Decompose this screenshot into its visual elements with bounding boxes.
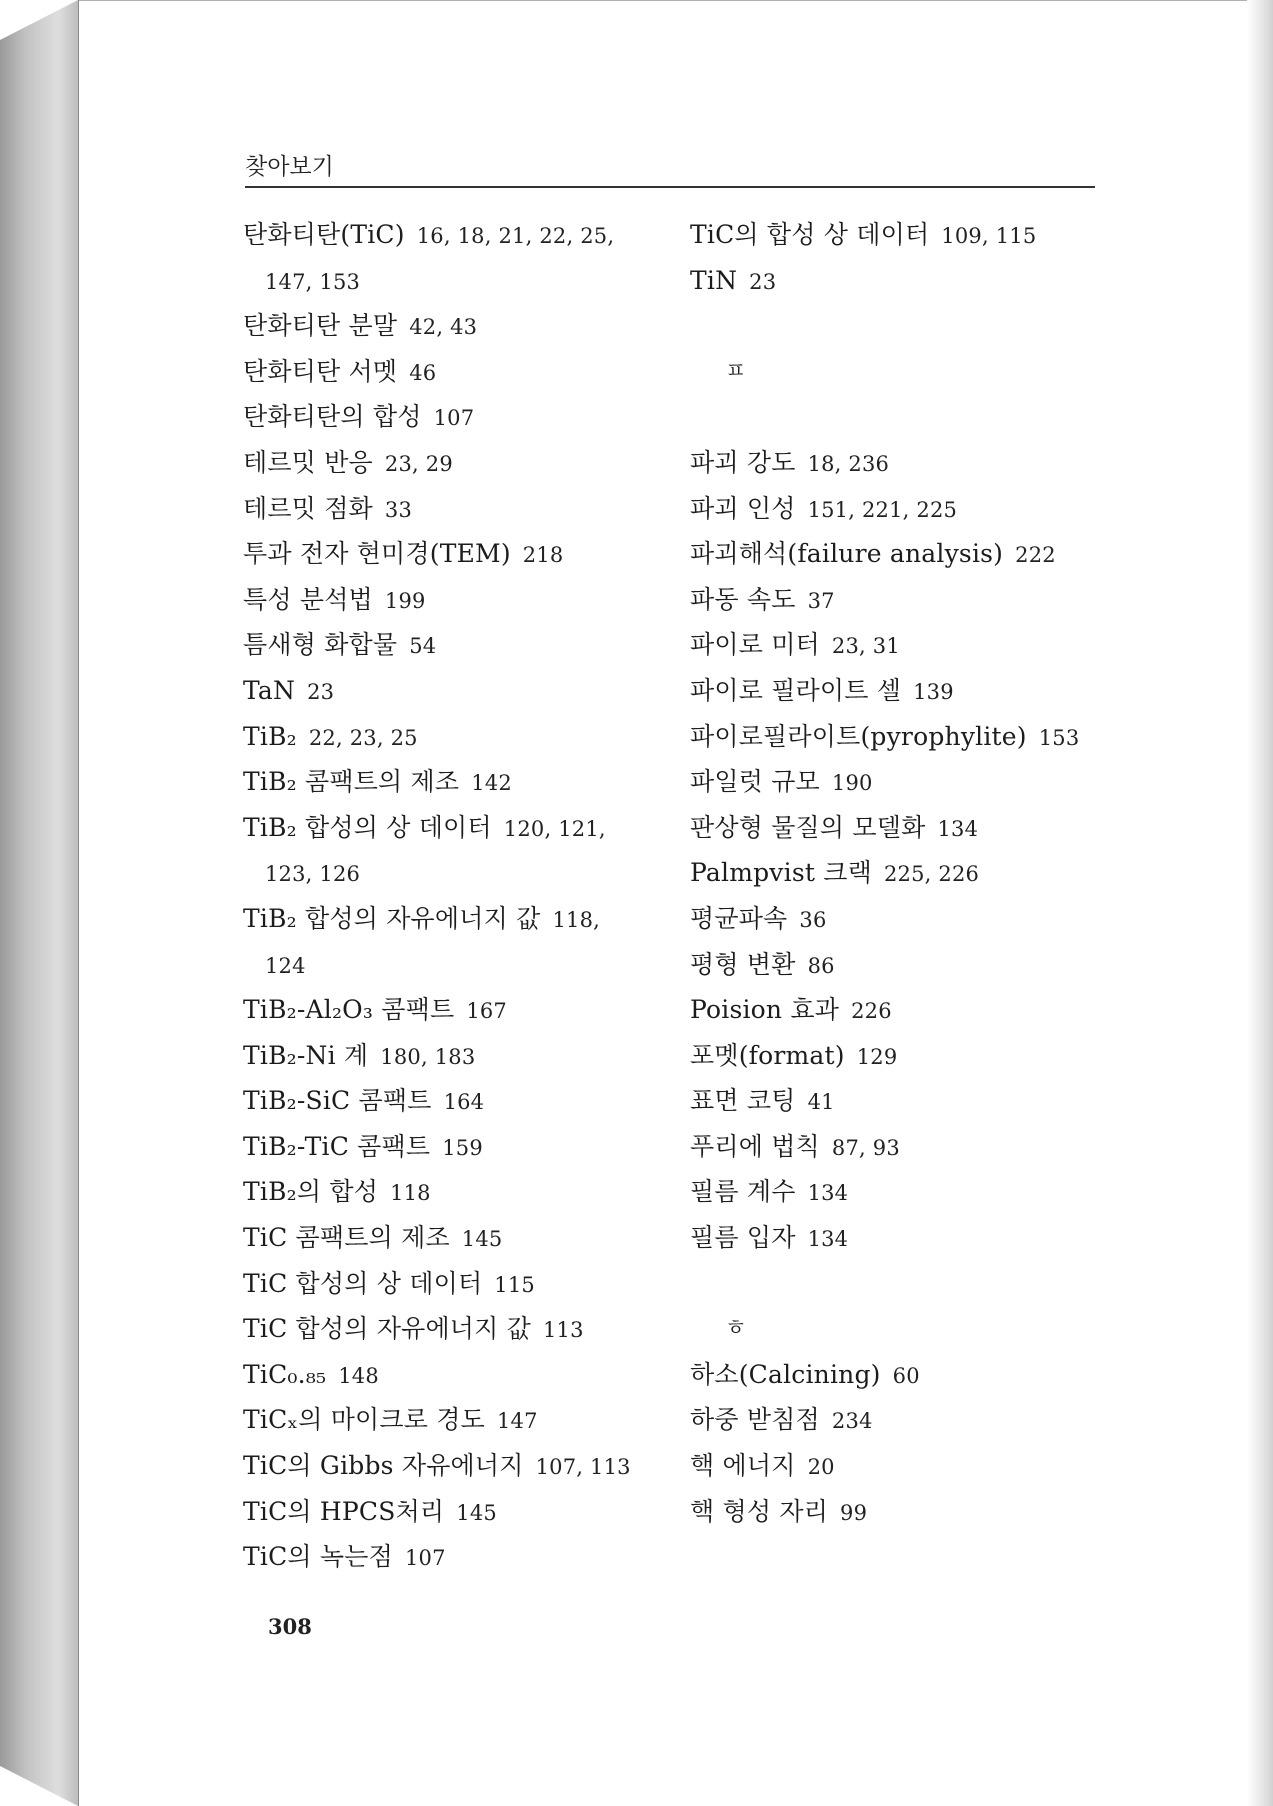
index-term: 탄화티탄의 합성 bbox=[243, 402, 422, 432]
index-entry bbox=[690, 212, 1110, 258]
index-term: TiC₀.₈₅ bbox=[243, 1359, 327, 1389]
index-term: 파이로필라이트(pyrophylite) bbox=[690, 721, 1027, 751]
index-page-refs: 167 bbox=[466, 999, 507, 1024]
index-page-refs: 148 bbox=[338, 1363, 379, 1388]
index-entry bbox=[243, 759, 663, 805]
index-entry bbox=[690, 1033, 1110, 1079]
index-term: 평형 변환 bbox=[690, 949, 796, 979]
index-term: TiB₂-Al₂O₃ 콤팩트 bbox=[243, 995, 455, 1025]
index-entry bbox=[690, 668, 1110, 714]
index-page-refs: 86 bbox=[807, 953, 835, 978]
index-entry bbox=[243, 1261, 663, 1307]
index-entry bbox=[243, 942, 663, 988]
index-entry bbox=[690, 1215, 1110, 1261]
index-entry bbox=[690, 1443, 1110, 1489]
index-entry bbox=[690, 1124, 1110, 1170]
index-term: 파괴 인성 bbox=[690, 493, 796, 523]
index-page-refs: 107, 113 bbox=[535, 1455, 631, 1480]
index-entry bbox=[690, 622, 1110, 668]
index-entry bbox=[243, 805, 663, 851]
header-rule bbox=[245, 186, 1095, 188]
index-entry bbox=[243, 896, 663, 942]
index-page-refs: 109, 115 bbox=[941, 224, 1037, 248]
index-entry bbox=[690, 896, 1110, 942]
index-page-refs: 22, 23, 25 bbox=[308, 725, 418, 750]
index-entry bbox=[243, 1169, 663, 1215]
index-page-refs: 139 bbox=[913, 679, 954, 704]
index-term: 포멧(format) bbox=[690, 1040, 845, 1070]
index-term: TiC 합성의 자유에너지 값 bbox=[243, 1314, 531, 1344]
index-term: 핵 에너지 bbox=[690, 1451, 796, 1481]
index-entry bbox=[243, 1534, 663, 1580]
index-page-refs: 134 bbox=[807, 1227, 849, 1252]
index-page-refs: 218 bbox=[522, 543, 564, 568]
index-page-refs: 36 bbox=[799, 907, 827, 932]
index-entry bbox=[243, 1352, 663, 1398]
index-term: Poision 효과 bbox=[690, 995, 840, 1025]
index-term: TiC 합성의 상 데이터 bbox=[243, 1268, 483, 1298]
index-term: TiB₂ 합성의 자유에너지 값 bbox=[243, 903, 541, 933]
index-page-refs: 147, 153 bbox=[265, 269, 361, 294]
index-term: TiC 콤팩트의 제조 bbox=[243, 1223, 450, 1253]
index-term: 표면 코팅 bbox=[690, 1086, 796, 1116]
index-term: 판상형 물질의 모델화 bbox=[690, 812, 926, 842]
index-entry bbox=[690, 1078, 1110, 1124]
index-page-refs: 147 bbox=[496, 1409, 538, 1434]
index-term: 테르밋 반응 bbox=[243, 447, 373, 477]
index-page-refs: 41 bbox=[807, 1090, 835, 1115]
index-term: 핵 형성 자리 bbox=[690, 1496, 829, 1526]
index-page-refs: 99 bbox=[840, 1500, 868, 1525]
index-spacer bbox=[690, 303, 1110, 349]
index-page-refs: 124 bbox=[265, 953, 306, 978]
index-term: TiC의 HPCS처리 bbox=[243, 1496, 445, 1526]
index-page-refs: 115 bbox=[494, 1272, 535, 1297]
index-page-refs: 153 bbox=[1038, 725, 1080, 750]
index-term: 파괴 강도 bbox=[690, 447, 796, 477]
index-term: 필름 계수 bbox=[690, 1177, 796, 1207]
page-edge-shadow bbox=[1247, 0, 1273, 1806]
page-number: 308 bbox=[268, 1614, 312, 1639]
index-page-refs: 23 bbox=[749, 269, 777, 294]
index-entry bbox=[243, 531, 663, 577]
index-term: TiCₓ의 마이크로 경도 bbox=[243, 1405, 485, 1435]
index-term: 특성 분석법 bbox=[243, 584, 373, 614]
index-entry bbox=[243, 1489, 663, 1535]
index-entry bbox=[243, 1215, 663, 1261]
index-page-refs: 54 bbox=[409, 634, 437, 659]
index-term: TiC의 Gibbs 자유에너지 bbox=[243, 1451, 524, 1481]
index-page-refs: 20 bbox=[807, 1455, 835, 1480]
index-entry bbox=[690, 1397, 1110, 1443]
index-entry bbox=[243, 714, 663, 760]
index-page-refs: 87, 93 bbox=[831, 1135, 900, 1160]
index-term: 틈새형 화합물 bbox=[243, 630, 398, 660]
index-page-refs: 222 bbox=[1015, 543, 1056, 568]
index-page-refs: 190 bbox=[831, 771, 873, 796]
index-page-refs: 46 bbox=[409, 360, 437, 385]
index-page-refs: 118 bbox=[390, 1181, 431, 1206]
index-page-refs: 37 bbox=[807, 588, 835, 613]
index-section-heading: ㅎ bbox=[725, 1316, 747, 1342]
index-entry bbox=[690, 1169, 1110, 1215]
index-term: TaN bbox=[243, 675, 296, 705]
index-entry bbox=[243, 394, 663, 440]
index-page-refs: 145 bbox=[461, 1227, 503, 1252]
index-term: 투과 전자 현미경(TEM) bbox=[243, 539, 511, 569]
index-term: TiB₂-TiC 콤팩트 bbox=[243, 1131, 431, 1161]
index-entry bbox=[243, 1078, 663, 1124]
index-spacer bbox=[690, 1261, 1110, 1307]
index-entry bbox=[690, 942, 1110, 988]
index-term: TiB₂의 합성 bbox=[243, 1177, 379, 1207]
index-entry bbox=[690, 759, 1110, 805]
index-term: Palmpvist 크랙 bbox=[690, 858, 872, 888]
index-entry bbox=[690, 531, 1110, 577]
index-page-refs: 164 bbox=[443, 1090, 485, 1115]
index-section-heading: ㅍ bbox=[725, 358, 747, 384]
index-entry bbox=[690, 577, 1110, 623]
index-term: TiN bbox=[690, 265, 738, 295]
index-page-refs: 159 bbox=[442, 1135, 483, 1160]
index-page-refs: 129 bbox=[856, 1044, 898, 1069]
index-page-refs: 151, 221, 225 bbox=[807, 497, 958, 522]
index-term: 하중 받침점 bbox=[690, 1405, 820, 1435]
index-term: 필름 입자 bbox=[690, 1223, 796, 1253]
index-page-refs: 18, 236 bbox=[807, 451, 890, 476]
index-entry bbox=[690, 1489, 1110, 1535]
index-term: TiC의 합성 상 데이터 bbox=[690, 220, 930, 249]
index-term: 파괴해석(failure analysis) bbox=[690, 539, 1004, 569]
index-entry bbox=[690, 1352, 1110, 1398]
index-page-refs: 113 bbox=[543, 1318, 584, 1343]
index-page-refs: 107 bbox=[404, 1546, 446, 1571]
index-spacer bbox=[690, 394, 1110, 440]
index-entry bbox=[690, 805, 1110, 851]
index-term: 파일럿 규모 bbox=[690, 767, 820, 797]
index-entry bbox=[243, 1124, 663, 1170]
index-term: 파이로 미터 bbox=[690, 630, 820, 660]
index-page-refs: 118, bbox=[552, 907, 601, 932]
index-term: 푸리에 법칙 bbox=[690, 1131, 820, 1161]
index-entry bbox=[243, 440, 663, 486]
index-page-refs: 225, 226 bbox=[883, 862, 980, 887]
index-page-refs: 134 bbox=[937, 816, 979, 841]
index-entry bbox=[690, 850, 1110, 896]
index-entry bbox=[243, 1033, 663, 1079]
index-entry bbox=[243, 850, 663, 896]
index-entry bbox=[690, 987, 1110, 1033]
index-entry bbox=[690, 440, 1110, 486]
index-page-refs: 23, 31 bbox=[831, 634, 900, 659]
index-page-refs: 107 bbox=[433, 406, 475, 431]
index-entry bbox=[243, 577, 663, 623]
index-page-refs: 60 bbox=[892, 1363, 920, 1388]
index-entry bbox=[243, 1397, 663, 1443]
index-entry bbox=[690, 486, 1110, 532]
index-term: TiB₂-SiC 콤팩트 bbox=[243, 1086, 432, 1116]
index-page-refs: 23 bbox=[307, 679, 335, 704]
index-term: 탄화티탄(TiC) bbox=[243, 220, 405, 249]
index-entry bbox=[243, 622, 663, 668]
index-entry bbox=[243, 1306, 663, 1352]
index-entry bbox=[243, 258, 663, 304]
index-entry bbox=[243, 349, 663, 395]
index-entry bbox=[243, 668, 663, 714]
index-page-refs: 23, 29 bbox=[384, 451, 453, 476]
index-page-refs: 42, 43 bbox=[409, 315, 478, 340]
running-head: 찾아보기 bbox=[245, 154, 334, 180]
index-term: 파이로 필라이트 셀 bbox=[690, 675, 902, 705]
index-entry bbox=[243, 303, 663, 349]
index-page-refs: 120, 121, bbox=[503, 816, 606, 841]
index-page-refs: 226 bbox=[851, 999, 892, 1024]
index-term: 테르밋 점화 bbox=[243, 493, 373, 523]
index-page-refs: 199 bbox=[384, 588, 426, 613]
index-entry bbox=[243, 486, 663, 532]
index-term: 파동 속도 bbox=[690, 584, 796, 614]
index-page-refs: 16, 18, 21, 22, 25, bbox=[416, 224, 615, 248]
index-entry bbox=[690, 714, 1110, 760]
index-term: TiC의 녹는점 bbox=[243, 1542, 393, 1572]
index-term: TiB₂ bbox=[243, 721, 297, 751]
index-page-refs: 142 bbox=[471, 771, 512, 796]
book-spine bbox=[0, 0, 78, 1806]
index-column-left bbox=[243, 212, 663, 1580]
index-page-refs: 180, 183 bbox=[380, 1044, 476, 1069]
index-column-right bbox=[690, 212, 1110, 1534]
index-term: TiB₂ 합성의 상 데이터 bbox=[243, 812, 492, 842]
index-term: TiB₂ 콤팩트의 제조 bbox=[243, 767, 460, 797]
index-term: 탄화티탄 분말 bbox=[243, 311, 398, 341]
index-entry bbox=[690, 258, 1110, 304]
index-term: TiB₂-Ni 계 bbox=[243, 1040, 369, 1070]
index-page-refs: 33 bbox=[384, 497, 413, 522]
index-page-refs: 234 bbox=[831, 1409, 873, 1434]
index-entry bbox=[243, 1443, 663, 1489]
index-entry bbox=[243, 987, 663, 1033]
index-entry bbox=[243, 212, 663, 258]
index-page-refs: 134 bbox=[807, 1181, 849, 1206]
index-page-refs: 123, 126 bbox=[265, 862, 361, 887]
index-page-refs: 145 bbox=[456, 1500, 497, 1525]
index-term: 탄화티탄 서멧 bbox=[243, 356, 398, 386]
index-term: 평균파속 bbox=[690, 903, 788, 933]
index-term: 하소(Calcining) bbox=[690, 1359, 881, 1389]
